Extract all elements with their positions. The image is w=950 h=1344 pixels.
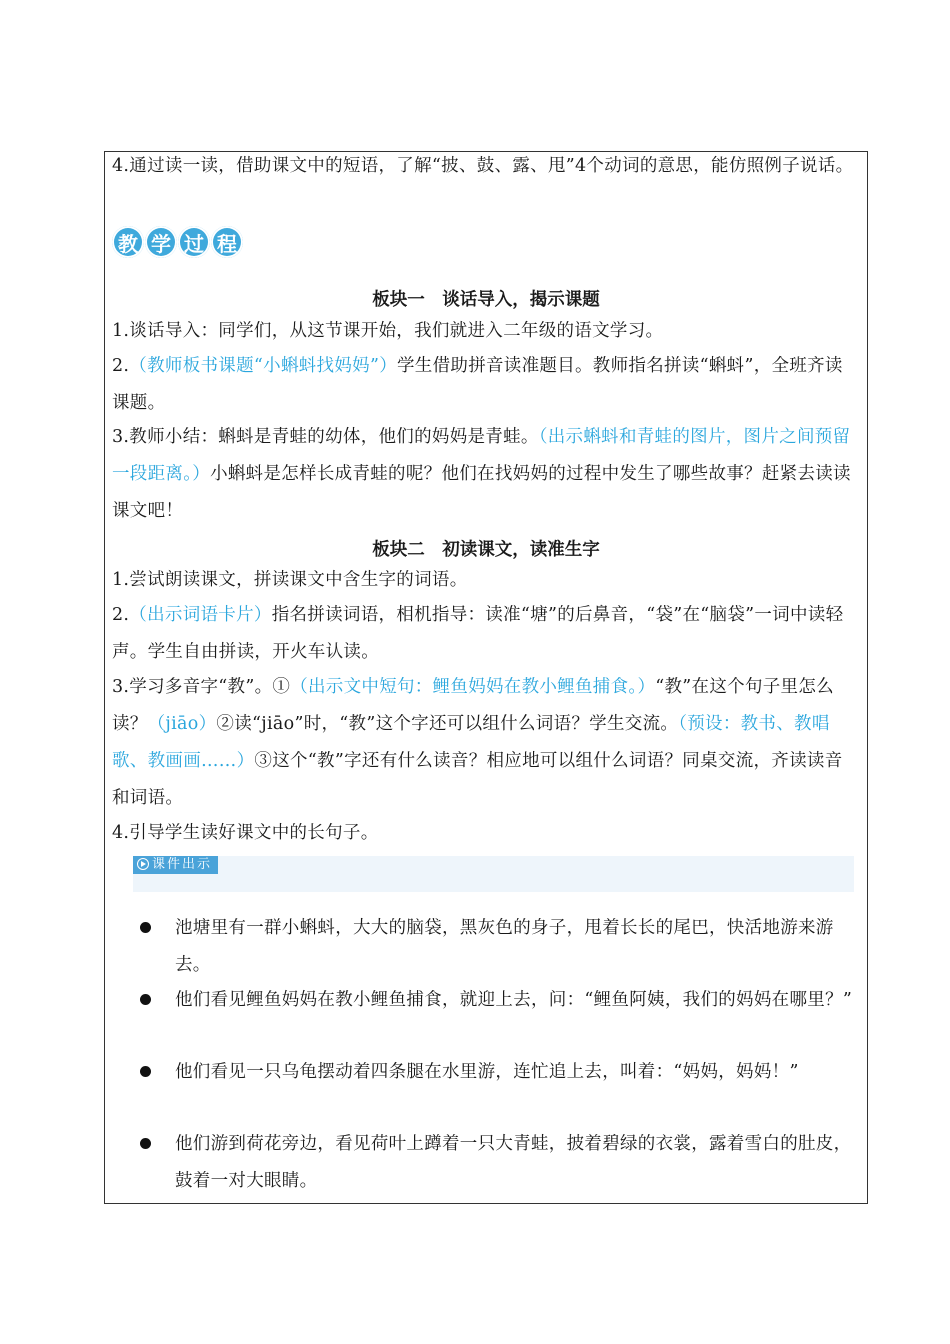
teacher-note: （出示词语卡片）	[129, 605, 272, 625]
step-text: “教”在这个句子里怎么读？	[112, 677, 834, 734]
courseware-label: 课件出示	[152, 857, 213, 872]
badge-char: 学	[145, 226, 177, 258]
bullet-dot-icon	[140, 1138, 151, 1149]
step-text: 指名拼读词语，相机指导：读准“塘”的后鼻音，“袋”在“脑袋”一词中读轻声。学生自由拼读，开火车认读。	[112, 605, 844, 662]
section-2-title: 板块二 初读课文，读准生字	[372, 540, 600, 560]
step-text: 学生借助拼音读准题目。教师指名拼读“蝌蚪”，全班齐读课题。	[112, 356, 843, 413]
step-text: ③这个“教”字还有什么读音？相应地可以组什么词语？同桌交流，齐读读音和词语。	[112, 751, 843, 808]
play-icon	[137, 858, 149, 870]
step-number: 2.	[112, 356, 130, 376]
bullet-text: 池塘里有一群小蝌蚪，大大的脑袋，黑灰色的身子，甩着长长的尾巴，快活地游来游去。	[175, 918, 834, 975]
bullet-dot-icon	[140, 922, 151, 933]
courseware-tag	[133, 856, 218, 874]
section-1-step-3	[112, 419, 860, 530]
bullet-dot-icon	[140, 1066, 151, 1077]
bullet-text: 他们游到荷花旁边，看见荷叶上蹲着一只大青蛙，披着碧绿的衣裳，露着雪白的肚皮，鼓着一对大眼睛。	[175, 1134, 852, 1191]
courseware-bullet	[140, 910, 860, 984]
courseware-bullet	[140, 982, 860, 1019]
courseware-bullet	[140, 1054, 860, 1091]
bullet-text: 他们看见一只乌龟摆动着四条腿在水里游，连忙追上去，叫着：“妈妈，妈妈！”	[175, 1062, 799, 1082]
teacher-note: （教师板书课题“小蝌蚪找妈妈”）	[129, 356, 397, 376]
badge-char: 程	[211, 226, 243, 258]
step-text: 3.教师小结：蝌蚪是青蛙的幼体，他们的妈妈是青蛙。	[112, 427, 539, 447]
badge-char: 教	[112, 226, 144, 258]
courseware-bullet	[140, 1126, 860, 1200]
badge-char: 过	[178, 226, 210, 258]
step-text: 3.学习多音字“教”。①	[112, 677, 291, 697]
courseware-box	[133, 856, 854, 892]
step-text: ②读“jiāo”时，“教”这个字还可以组什么词语？学生交流。	[216, 714, 679, 734]
step-number: 2.	[112, 605, 130, 625]
step-text: 小蝌蚪是怎样长成青蛙的呢？他们在找妈妈的过程中发生了哪些故事？赶紧去读读课文吧！	[112, 464, 851, 521]
teacher-note: （出示蝌蚪和青蛙的图片，图片之间预留一段距离。）	[112, 427, 851, 484]
section-2-step-1: 1.尝试朗读课文，拼读课文中含生字的词语。	[112, 570, 468, 590]
pinyin-note: （jiāo）	[147, 714, 217, 734]
teaching-process-badge	[112, 226, 244, 260]
bullet-dot-icon	[140, 994, 151, 1005]
preset-note: （预设：教书、教唱歌、教画画……）	[112, 714, 830, 771]
section-1-step-1: 1.谈话导入：同学们，从这节课开始，我们就进入二年级的语文学习。	[112, 321, 664, 341]
bullet-text: 他们看见鲤鱼妈妈在教小鲤鱼捕食，就迎上去，问：“鲤鱼阿姨，我们的妈妈在哪里？”	[175, 990, 853, 1010]
section-2-step-2	[112, 597, 860, 671]
section-2-step-3	[112, 669, 860, 817]
objective-4: 4.通过读一读，借助课文中的短语，了解“披、鼓、露、甩”4个动词的意思，能仿照例子说话。	[112, 156, 854, 176]
teacher-note: （出示文中短句：鲤鱼妈妈在教小鲤鱼捕食。）	[290, 677, 656, 697]
section-2-step-4: 4.引导学生读好课文中的长句子。	[112, 823, 379, 843]
section-1-title: 板块一 谈话导入，揭示课题	[372, 290, 600, 310]
section-1-step-2	[112, 348, 860, 422]
